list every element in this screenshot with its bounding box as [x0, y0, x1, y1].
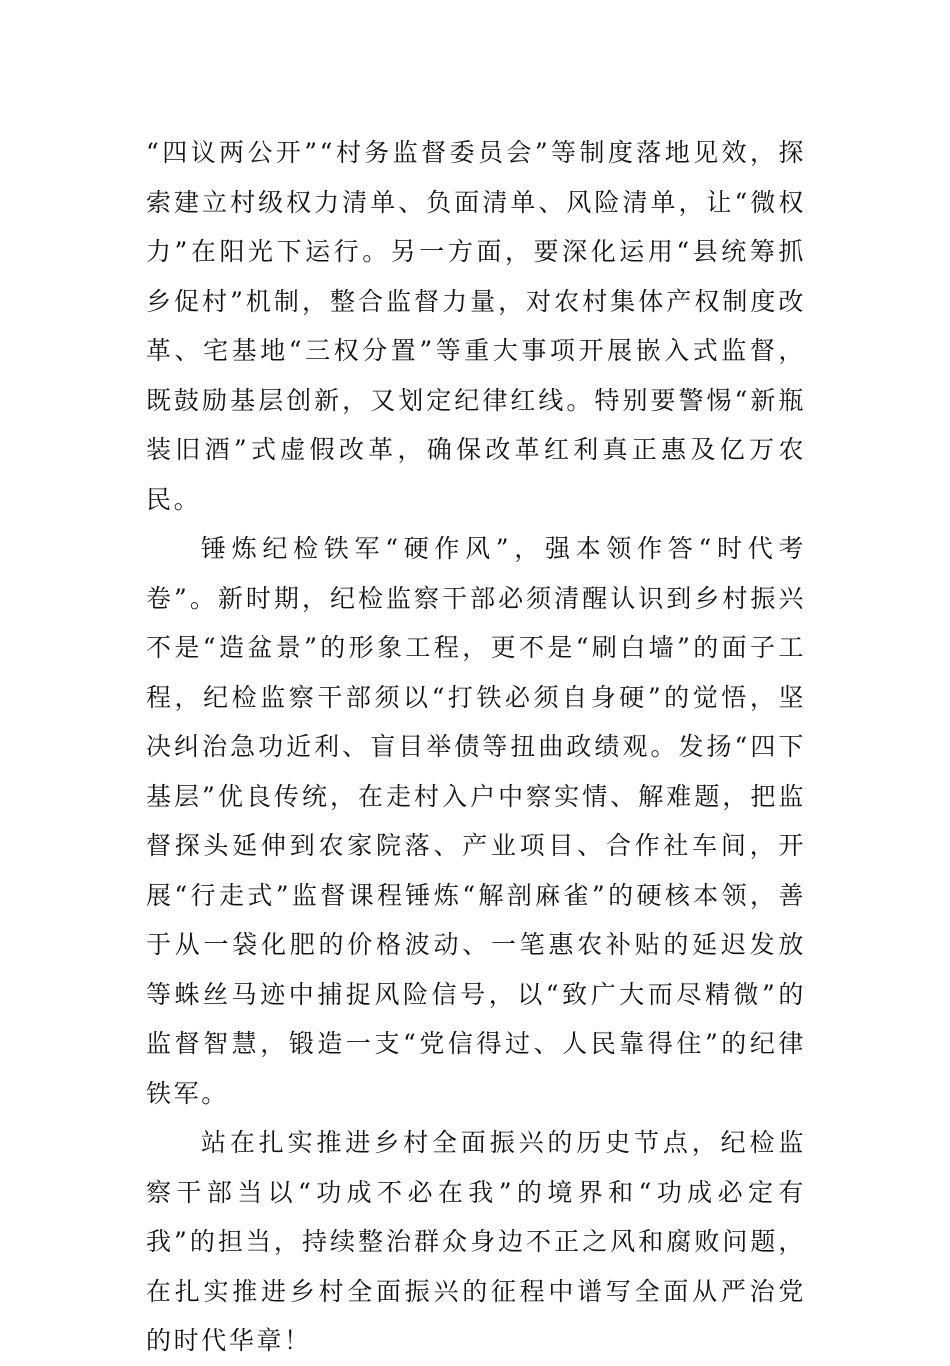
document-body: [146, 128, 806, 1366]
paragraph-continuation: “四议两公开”“村务监督委员会”等制度落地见效，探索建立村级权力清单、负面清单、风险清单，让“微权力”在阳光下运行。另一方面，要深化运用“县统筹抓乡促村”机制，整合监督力量，对农村集体产权制度改革、宅基地“三权分置”等重大事项开展嵌入式监督，既鼓励基层创新，又划定纪律红线。特别要警惕“新瓶装旧酒”式虚假改革，确保改革红利真正惠及亿万农民。: [146, 138, 806, 514]
paragraph-conclusion: 站在扎实推进乡村全面振兴的历史节点，纪检监察干部当以“功成不必在我”的境界和“功成必定有我”的担当，持续整治群众身边不正之风和腐败问题，在扎实推进乡村全面振兴的征程中谱写全面从严治党的时代华章！: [146, 1128, 806, 1355]
paragraph-discipline-team: 锤炼纪检铁军“硬作风”，强本领作答“时代考卷”。新时期，纪检监察干部必须清醒认识到乡村振兴不是“造盆景”的形象工程，更不是“刷白墙”的面子工程，纪检监察干部须以“打铁必须自身硬”的觉悟，坚决纠治急功近利、盲目举债等扭曲政绩观。发扬“四下基层”优良传统，在走村入户中察实情、解难题，把监督探头延伸到农家院落、产业项目、合作社车间，开展“行走式”监督课程锤炼“解剖麻雀”的硬核本领，善于从一袋化肥的价格波动、一笔惠农补贴的延迟发放等蛛丝马迹中捕捉风险信号，以“致广大而尽精微”的监督智慧，锻造一支“党信得过、人民靠得住”的纪律铁军。: [146, 534, 806, 1108]
